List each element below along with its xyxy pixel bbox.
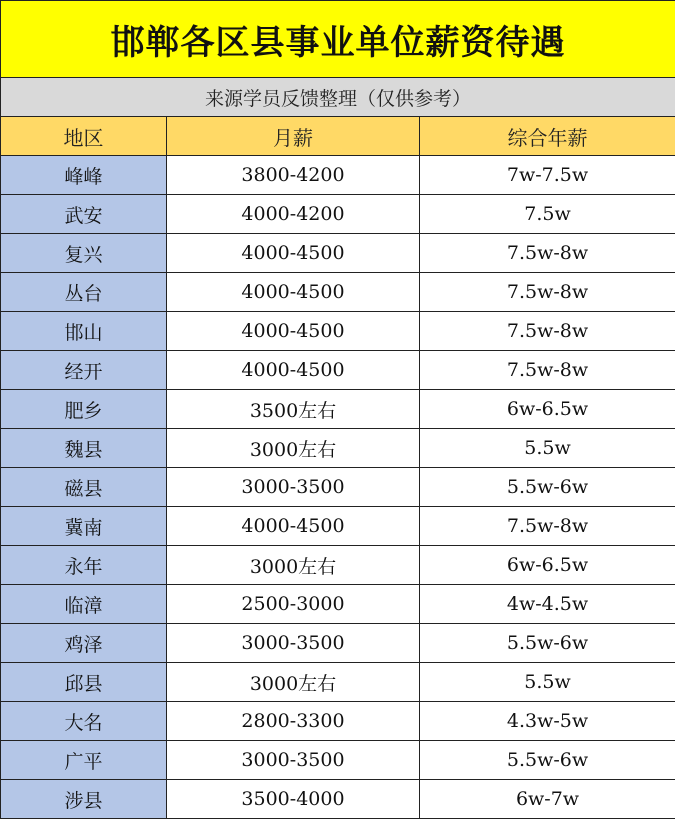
column-header-annual-salary: 综合年薪 bbox=[420, 117, 675, 156]
annual-salary-cell: 7.5w-8w bbox=[420, 273, 675, 312]
annual-salary-cell: 7.5w-8w bbox=[420, 234, 675, 273]
region-cell: 永年 bbox=[1, 546, 167, 585]
region-cell: 肥乡 bbox=[1, 390, 167, 429]
region-cell: 磁县 bbox=[1, 468, 167, 507]
region-cell: 武安 bbox=[1, 195, 167, 234]
table-title: 邯郸各区县事业单位薪资待遇 bbox=[1, 1, 675, 78]
annual-salary-cell: 6w-6.5w bbox=[420, 546, 675, 585]
monthly-salary-cell: 4000-4500 bbox=[167, 273, 420, 312]
monthly-salary-cell: 4000-4500 bbox=[167, 351, 420, 390]
table-row bbox=[1, 273, 675, 312]
monthly-salary-cell: 3000左右 bbox=[167, 429, 420, 468]
monthly-salary-cell: 3800-4200 bbox=[167, 156, 420, 195]
table-row bbox=[1, 312, 675, 351]
monthly-salary-cell: 3500左右 bbox=[167, 390, 420, 429]
region-cell: 丛台 bbox=[1, 273, 167, 312]
table-row bbox=[1, 663, 675, 702]
table-row bbox=[1, 195, 675, 234]
title-row bbox=[1, 1, 675, 78]
annual-salary-cell: 5.5w bbox=[420, 429, 675, 468]
table-row bbox=[1, 429, 675, 468]
annual-salary-cell: 6w-6.5w bbox=[420, 390, 675, 429]
table-row bbox=[1, 234, 675, 273]
region-cell: 邱县 bbox=[1, 663, 167, 702]
annual-salary-cell: 7.5w bbox=[420, 195, 675, 234]
table-row bbox=[1, 468, 675, 507]
table-row bbox=[1, 351, 675, 390]
table-row bbox=[1, 156, 675, 195]
annual-salary-cell: 4.3w-5w bbox=[420, 702, 675, 741]
region-cell: 广平 bbox=[1, 741, 167, 780]
monthly-salary-cell: 4000-4200 bbox=[167, 195, 420, 234]
monthly-salary-cell: 3000-3500 bbox=[167, 741, 420, 780]
annual-salary-cell: 5.5w bbox=[420, 663, 675, 702]
table-row bbox=[1, 741, 675, 780]
subtitle-row bbox=[1, 78, 675, 117]
region-cell: 魏县 bbox=[1, 429, 167, 468]
region-cell: 鸡泽 bbox=[1, 624, 167, 663]
table-row bbox=[1, 624, 675, 663]
table-row bbox=[1, 780, 675, 819]
annual-salary-cell: 5.5w-6w bbox=[420, 624, 675, 663]
column-header-region: 地区 bbox=[1, 117, 167, 156]
annual-salary-cell: 5.5w-6w bbox=[420, 741, 675, 780]
region-cell: 邯山 bbox=[1, 312, 167, 351]
region-cell: 临漳 bbox=[1, 585, 167, 624]
monthly-salary-cell: 3000-3500 bbox=[167, 468, 420, 507]
monthly-salary-cell: 4000-4500 bbox=[167, 234, 420, 273]
table-subtitle: 来源学员反馈整理（仅供参考） bbox=[1, 78, 675, 117]
region-cell: 峰峰 bbox=[1, 156, 167, 195]
region-cell: 冀南 bbox=[1, 507, 167, 546]
annual-salary-cell: 7.5w-8w bbox=[420, 351, 675, 390]
annual-salary-cell: 5.5w-6w bbox=[420, 468, 675, 507]
header-row bbox=[1, 117, 675, 156]
monthly-salary-cell: 3500-4000 bbox=[167, 780, 420, 819]
table-row bbox=[1, 585, 675, 624]
annual-salary-cell: 4w-4.5w bbox=[420, 585, 675, 624]
region-cell: 涉县 bbox=[1, 780, 167, 819]
monthly-salary-cell: 2500-3000 bbox=[167, 585, 420, 624]
annual-salary-cell: 7.5w-8w bbox=[420, 507, 675, 546]
table-row bbox=[1, 546, 675, 585]
table-row bbox=[1, 507, 675, 546]
monthly-salary-cell: 3000-3500 bbox=[167, 624, 420, 663]
monthly-salary-cell: 4000-4500 bbox=[167, 312, 420, 351]
monthly-salary-cell: 3000左右 bbox=[167, 663, 420, 702]
monthly-salary-cell: 2800-3300 bbox=[167, 702, 420, 741]
annual-salary-cell: 7.5w-8w bbox=[420, 312, 675, 351]
monthly-salary-cell: 4000-4500 bbox=[167, 507, 420, 546]
region-cell: 大名 bbox=[1, 702, 167, 741]
monthly-salary-cell: 3000左右 bbox=[167, 546, 420, 585]
table-row bbox=[1, 390, 675, 429]
table-row bbox=[1, 702, 675, 741]
annual-salary-cell: 6w-7w bbox=[420, 780, 675, 819]
column-header-monthly-salary: 月薪 bbox=[167, 117, 420, 156]
annual-salary-cell: 7w-7.5w bbox=[420, 156, 675, 195]
region-cell: 经开 bbox=[1, 351, 167, 390]
region-cell: 复兴 bbox=[1, 234, 167, 273]
